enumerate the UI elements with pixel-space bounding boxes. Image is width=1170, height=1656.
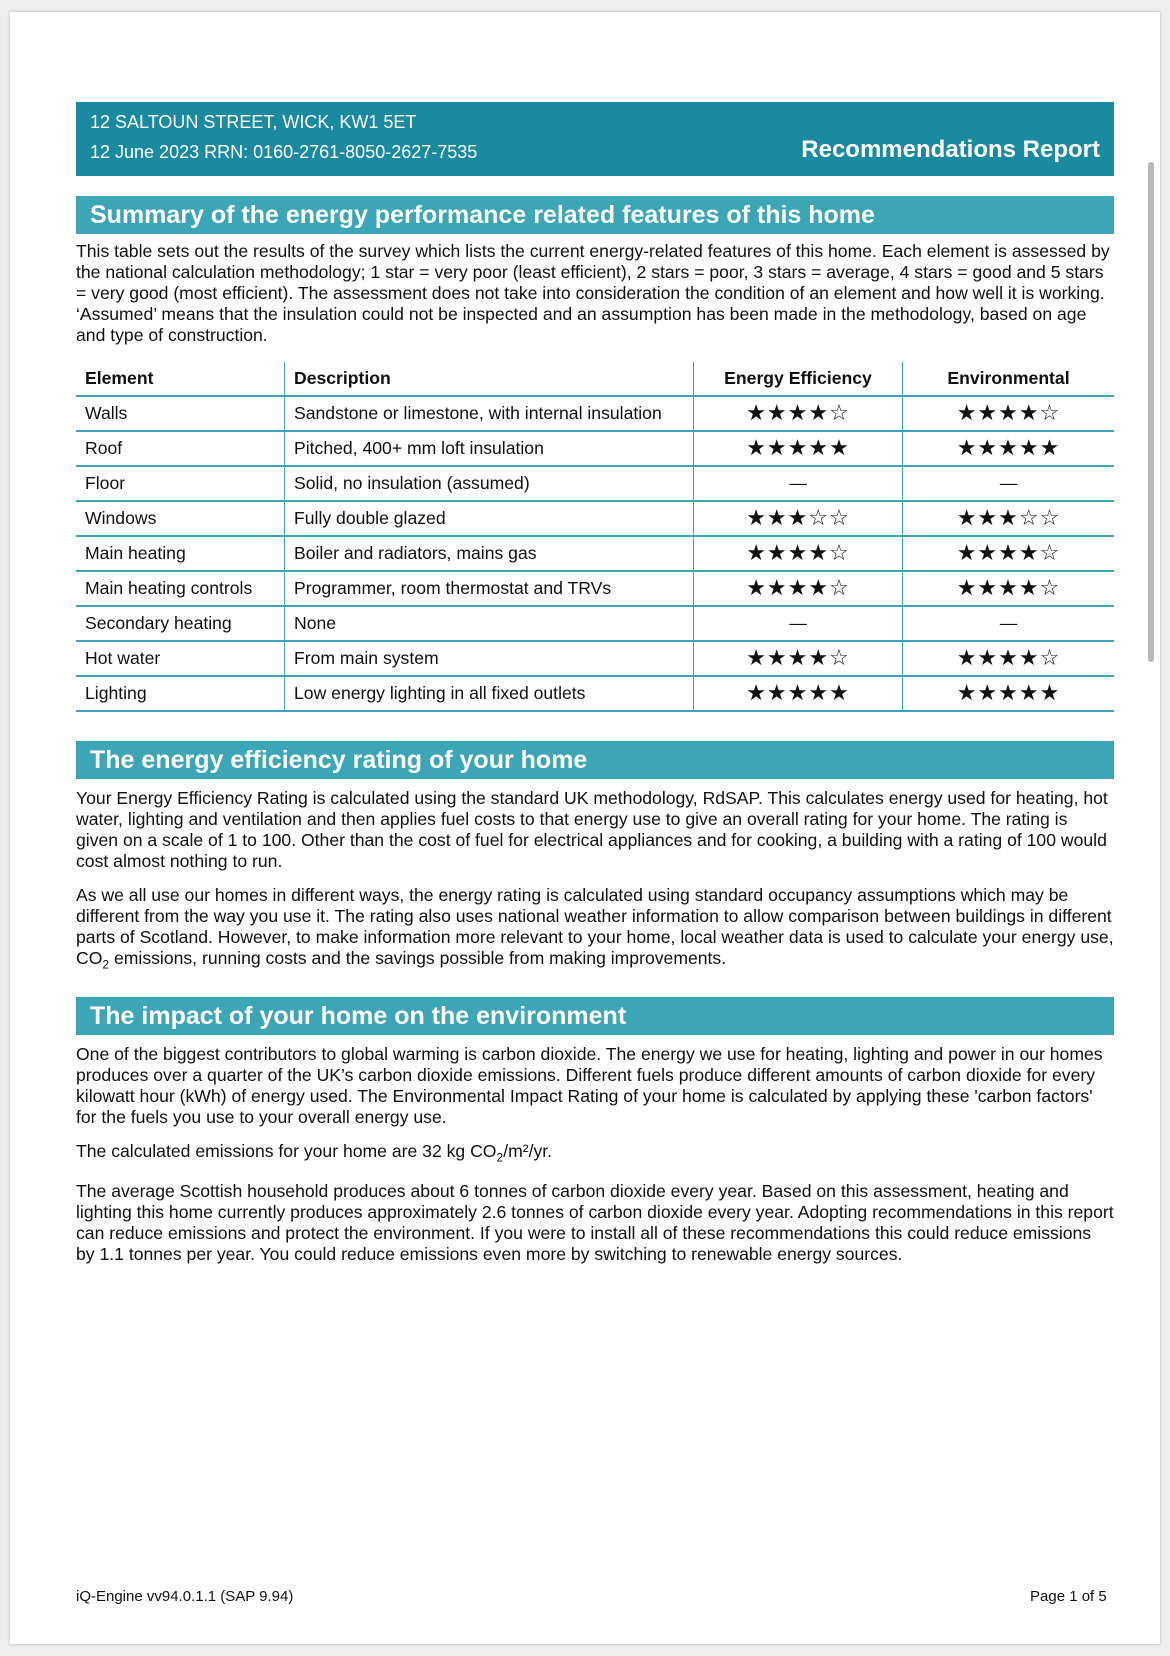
- row-element: Hot water: [76, 641, 285, 676]
- environment-paragraph-1: One of the biggest contributors to global warming is carbon dioxide. The energy we use for heating, lighting and power in our homes produces over a quarter of the UK’s carbon dioxide emissions. Different fuels produce different amounts of carbon dioxide for every kilowatt hour (kWh) of energy used. The Environmental Impact Rating of your home is calculated by applying these 'carbon factors' for the fuels you use to your overall energy use.: [76, 1043, 1103, 1127]
- co2-subscript: 2: [102, 957, 110, 972]
- rating-heading: The energy efficiency rating of your home: [76, 741, 1114, 779]
- report-banner: [76, 102, 1114, 176]
- col-element: Element: [76, 362, 285, 396]
- report-title: Recommendations Report: [801, 136, 1100, 163]
- row-efficiency-stars: ★★★★☆: [694, 396, 903, 431]
- row-description: None: [285, 606, 694, 641]
- property-address: 12 SALTOUN STREET, WICK, KW1 5ET: [90, 112, 417, 132]
- rating-paragraph-2: [76, 885, 1114, 976]
- table-row: [76, 431, 1114, 466]
- environment-paragraph-2: [76, 1141, 1114, 1169]
- row-environmental-stars: —: [903, 606, 1115, 641]
- row-element: Roof: [76, 431, 285, 466]
- engine-version: iQ-Engine vv94.0.1.1 (SAP 9.94): [76, 1588, 294, 1605]
- row-description: Low energy lighting in all fixed outlets: [285, 676, 694, 711]
- row-environmental-stars: ★★★★★: [903, 676, 1115, 711]
- col-energy-efficiency: Energy Efficiency: [694, 362, 903, 396]
- table-row: [76, 676, 1114, 711]
- table-row: [76, 396, 1114, 431]
- environment-heading: The impact of your home on the environment: [76, 997, 1114, 1035]
- summary-intro: This table sets out the results of the survey which lists the current energy-related features of this home. Each element is assessed by the national calculation methodology; 1 star = very poor (least efficient), 2 stars = poor, 3 stars = average, 4 stars = good and 5 stars = very good (most efficient). The assessment does not take into consideration the condition of an element and how well it is working. ‘Assumed’ means that the insulation could not be inspected and an assumption has been made in the methodology, based on age and type of construction.: [76, 241, 1110, 345]
- table-row: [76, 571, 1114, 606]
- environment-paragraph-3: The average Scottish household produces about 6 tonnes of carbon dioxide every year. Based on this assessment, heating and lighting this home currently produces approximately 2.6 tonnes of carbon dioxide every year. Adopting recommendations in this report can reduce emissions and protect the environment. If you were to install all of these recommendations this could reduce emissions by 1.1 tonnes per year. You could reduce emissions even more by switching to renewable energy sources.: [76, 1181, 1114, 1265]
- row-element: Main heating controls: [76, 571, 285, 606]
- row-description: Boiler and radiators, mains gas: [285, 536, 694, 571]
- row-description: From main system: [285, 641, 694, 676]
- page-content: [76, 102, 1114, 1265]
- table-row: [76, 536, 1114, 571]
- co2-subscript: 2: [496, 1150, 504, 1165]
- table-row: [76, 641, 1114, 676]
- rating-p2-text-end: emissions, running costs and the savings possible from making improvements.: [109, 948, 727, 968]
- row-environmental-stars: ★★★☆☆: [903, 501, 1115, 536]
- emissions-unit: /m²/yr.: [503, 1140, 553, 1161]
- col-description: Description: [285, 362, 694, 396]
- row-element: Floor: [76, 466, 285, 501]
- row-efficiency-stars: ★★★★★: [694, 431, 903, 466]
- row-efficiency-stars: ★★★★☆: [694, 571, 903, 606]
- row-efficiency-stars: ★★★☆☆: [694, 501, 903, 536]
- row-description: Programmer, room thermostat and TRVs: [285, 571, 694, 606]
- row-environmental-stars: ★★★★☆: [903, 536, 1115, 571]
- table-row: [76, 466, 1114, 501]
- row-description: Fully double glazed: [285, 501, 694, 536]
- row-element: Main heating: [76, 536, 285, 571]
- features-table: [76, 362, 1114, 712]
- row-environmental-stars: ★★★★☆: [903, 641, 1115, 676]
- row-description: Sandstone or limestone, with internal insulation: [285, 396, 694, 431]
- row-efficiency-stars: —: [694, 606, 903, 641]
- row-element: Walls: [76, 396, 285, 431]
- page-number: Page 1 of 5: [1030, 1588, 1107, 1605]
- table-header-row: [76, 362, 1114, 396]
- row-environmental-stars: ★★★★★: [903, 431, 1115, 466]
- row-element: Windows: [76, 501, 285, 536]
- summary-heading: Summary of the energy performance related features of this home: [76, 196, 1114, 234]
- table-row: [76, 501, 1114, 536]
- row-efficiency-stars: ★★★★☆: [694, 641, 903, 676]
- emissions-text: The calculated emissions for your home are 32 kg CO: [76, 1140, 497, 1161]
- row-environmental-stars: ★★★★☆: [903, 396, 1115, 431]
- row-environmental-stars: —: [903, 466, 1115, 501]
- row-description: Pitched, 400+ mm loft insulation: [285, 431, 694, 466]
- row-efficiency-stars: ★★★★★: [694, 676, 903, 711]
- scrollbar[interactable]: [1148, 162, 1154, 662]
- row-element: Lighting: [76, 676, 285, 711]
- row-element: Secondary heating: [76, 606, 285, 641]
- rating-paragraph-1: Your Energy Efficiency Rating is calculated using the standard UK methodology, RdSAP. This calculates energy used for heating, hot water, lighting and ventilation and then applies fuel costs to that energy use to give an overall rating for your home. The rating is given on a scale of 1 to 100. Other than the cost of fuel for electrical appliances and for cooking, a building with a rating of 100 would cost almost nothing to run.: [76, 788, 1108, 871]
- row-efficiency-stars: ★★★★☆: [694, 536, 903, 571]
- document-page: [10, 12, 1160, 1644]
- row-efficiency-stars: —: [694, 466, 903, 501]
- row-description: Solid, no insulation (assumed): [285, 466, 694, 501]
- rating-p2-text: As we all use our homes in different ways, the energy rating is calculated using standard occupancy assumptions which may be different from the way you use it. The rating also uses national weather information to allow comparison between buildings in different parts of Scotland. However, to make information more relevant to your home, local weather data is used to calculate your energy use, CO: [76, 885, 1114, 968]
- date-rrn: 12 June 2023 RRN: 0160-2761-8050-2627-7535: [90, 142, 478, 162]
- col-environmental: Environmental: [903, 362, 1115, 396]
- row-environmental-stars: ★★★★☆: [903, 571, 1115, 606]
- table-row: [76, 606, 1114, 641]
